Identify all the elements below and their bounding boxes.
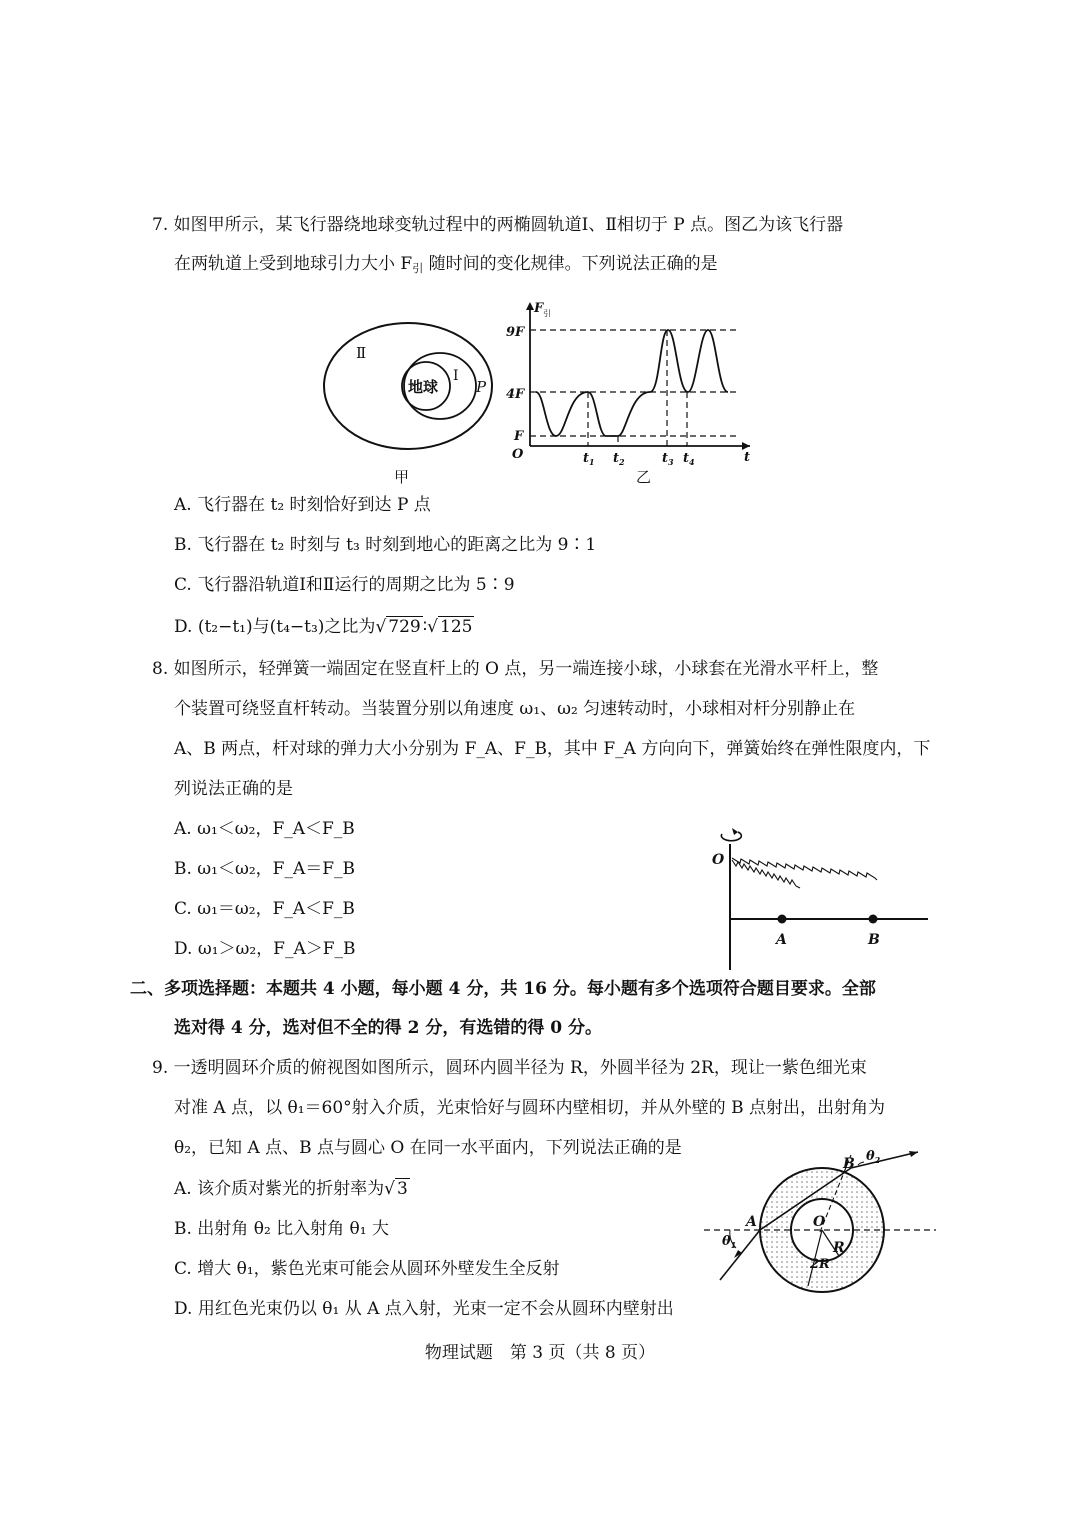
- q7-option-a: A. 飞行器在 t₂ 时刻恰好到达 P 点: [174, 495, 431, 515]
- emergent-ray: [851, 1152, 918, 1168]
- svg-text:t4: $t_4$: [683, 451, 695, 467]
- svg-text:2R: 2R: [810, 1257, 830, 1272]
- orbit-2-label: Ⅱ: [356, 344, 367, 362]
- q9-option-d: D. 用红色光束仍以 θ₁ 从 A 点入射，光束一定不会从圆环内壁射出: [174, 1299, 674, 1319]
- q7-line2a: 在两轨道上受到地球引力大小 F: [174, 254, 413, 274]
- fig-jia-caption: 甲: [394, 468, 410, 486]
- q8-line2: 个装置可绕竖直杆转动。当装置分别以角速度 ω₁、ω₂ 匀速转动时，小球相对杆分别静止在: [174, 699, 856, 719]
- svg-text:t2: $t_2$: [613, 451, 625, 467]
- svg-text:4F: 4F: [506, 387, 525, 402]
- svg-text:θ2: $\theta_2$: [866, 1149, 881, 1165]
- svg-text:O: O: [813, 1214, 826, 1230]
- q9-option-a: A. 该介质对紫光的折射率为√ 3: [174, 1179, 408, 1199]
- q8-figure: [700, 824, 940, 974]
- q8-line3: A、B 两点，杆对球的弹力大小分别为 F_A、F_B，其中 F_A 方向向下，弹簧始终在弹性限度内，下: [174, 739, 931, 759]
- x-ticks: [583, 451, 695, 467]
- q9-line1: 9. 一透明圆环介质的俯视图如图所示，圆环内圆半径为 R，外圆半径为 2R，现让一紫色细光束: [152, 1058, 867, 1078]
- ball-a: [778, 915, 787, 924]
- force-curve: [536, 330, 728, 436]
- svg-text:B: B: [868, 932, 880, 948]
- q9-option-b: B. 出射角 θ₂ 比入射角 θ₁ 大: [174, 1219, 390, 1239]
- q7-line2: [174, 252, 718, 281]
- svg-text:乙: 乙: [636, 468, 652, 486]
- svg-text:O: O: [512, 447, 524, 462]
- svg-text:O: O: [712, 852, 725, 868]
- q7-option-b: B. 飞行器在 t₂ 时刻与 t₃ 时刻到地心的距离之比为 9∶1: [174, 535, 597, 555]
- svg-text:t1: $t_1$: [583, 451, 595, 467]
- svg-text:9F: 9F: [506, 325, 525, 340]
- q7-figure-jia: [318, 322, 498, 492]
- q8-line4: 列说法正确的是: [174, 779, 293, 799]
- q7-line2b: 随时间的变化规律。下列说法正确的是: [423, 254, 718, 274]
- point-p-label: P: [476, 378, 487, 396]
- q7-figure-yi: [500, 296, 760, 490]
- q7-option-d: D. (t₂−t₁)与(t₄−t₃)之比为√ 729 ∶√ 125: [174, 617, 473, 637]
- rotation-arrow-icon: [721, 832, 741, 841]
- q7-f-sub: 引: [412, 262, 424, 275]
- q9-option-c: C. 增大 θ₁，紫色光束可能会从圆环外壁发生全反射: [174, 1259, 560, 1279]
- section2-line2: 选对得 4 分，选对但不全的得 2 分，有选错的得 0 分。: [174, 1018, 602, 1038]
- svg-text:t: t: [744, 450, 751, 465]
- svg-text:A: A: [776, 932, 787, 948]
- svg-text:F: F: [534, 301, 544, 316]
- q9-line3: θ₂，已知 A 点、B 点与圆心 O 在同一水平面内，下列说法正确的是: [174, 1138, 682, 1158]
- ball-b: [869, 915, 878, 924]
- orbit-1-label: Ⅰ: [453, 368, 459, 384]
- earth-label: 地球: [408, 378, 439, 396]
- svg-text:A: A: [746, 1214, 757, 1230]
- q9-figure: [700, 1140, 940, 1290]
- svg-text:引: 引: [543, 309, 551, 318]
- svg-text:R: R: [833, 1240, 845, 1256]
- q7-line1: 7. 如图甲所示，某飞行器绕地球变轨过程中的两椭圆轨道Ⅰ、Ⅱ相切于 P 点。图乙为该飞行器: [152, 215, 844, 235]
- section2-line1: 二、多项选择题：本题共 4 小题，每小题 4 分，共 16 分。每小题有多个选项符合题目要求。全部: [130, 979, 876, 999]
- q8-line1: 8. 如图所示，轻弹簧一端固定在竖直杆上的 O 点，另一端连接小球，小球套在光滑水平杆上，整: [152, 659, 879, 679]
- spring-to-a: [732, 860, 800, 888]
- svg-text:θ1: $\theta_1$: [722, 1234, 737, 1250]
- page-footer: 物理试题 第 3 页（共 8 页）: [424, 1343, 656, 1363]
- q8-option-a: A. ω₁＜ω₂，F_A＜F_B: [174, 819, 355, 839]
- q8-option-c: C. ω₁＝ω₂，F_A＜F_B: [174, 899, 355, 919]
- q7-option-c: C. 飞行器沿轨道Ⅰ和Ⅱ运行的周期之比为 5∶9: [174, 575, 515, 595]
- svg-text:B: B: [843, 1156, 855, 1172]
- q9-line2: 对准 A 点，以 θ₁＝60°射入介质，光束恰好与圆环内壁相切，并从外壁的 B 点射出，出射角为: [174, 1098, 885, 1118]
- x-arrow: [742, 442, 750, 450]
- spring-to-b: [732, 858, 877, 880]
- svg-text:F: F: [514, 429, 524, 444]
- y-arrow: [526, 302, 534, 310]
- q8-option-d: D. ω₁＞ω₂，F_A＞F_B: [174, 939, 356, 959]
- svg-text:t3: $t_3$: [662, 451, 674, 467]
- q8-option-b: B. ω₁＜ω₂，F_A＝F_B: [174, 859, 356, 879]
